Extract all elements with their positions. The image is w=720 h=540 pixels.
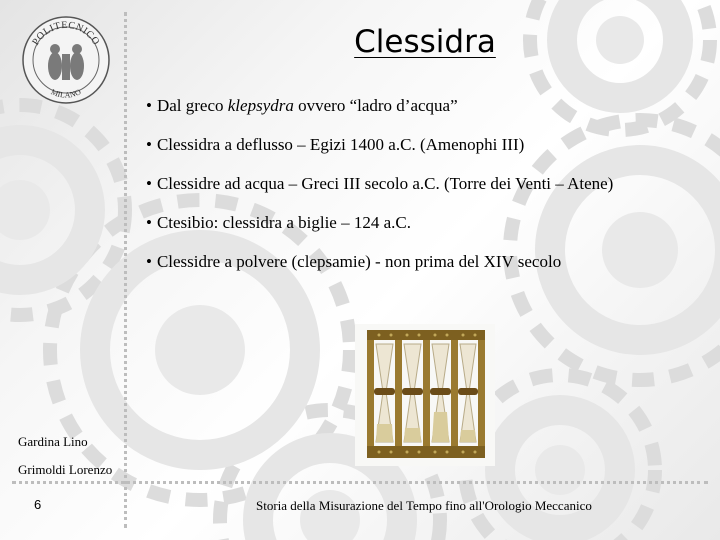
logo-text-bottom: MILANO (49, 87, 83, 100)
slide-title: Clessidra (354, 24, 496, 60)
bullet-item (146, 252, 613, 272)
author-name: Grimoldi Lorenzo (18, 462, 113, 477)
bullet-text-end: ovvero “ladro d’acqua” (293, 96, 458, 115)
bullet-text: Dal greco (156, 96, 228, 115)
bullet-text: Clessidre ad acqua – Greci III secolo a.C. (Torre dei Venti – Atene) (156, 174, 614, 193)
bullet-italic-term: klepsydra (227, 96, 294, 115)
vertical-divider (124, 12, 127, 528)
horizontal-divider (12, 481, 708, 484)
authors (18, 428, 112, 484)
bullet-text: Clessidra a deflusso – Egizi 1400 a.C. (Amenophi III) (156, 135, 525, 154)
bullet-text: Ctesibio: clessidra a biglie – 124 a.C. (156, 213, 411, 232)
logo-text-top: POLITECNICO (30, 19, 102, 48)
bullet-text: Clessidre a polvere (clepsamie) - non prima del XIV secolo (156, 252, 562, 271)
hourglasses-image (355, 324, 495, 466)
politecnico-seal-logo (20, 14, 112, 110)
author-name: Gardina Lino (18, 434, 88, 449)
bullet-item (146, 213, 613, 233)
bullet-item (146, 96, 613, 116)
page-number: 6 (34, 497, 42, 512)
footer-text: Storia della Misurazione del Tempo fino all'Orologio Meccanico (256, 498, 592, 513)
bullet-list (146, 96, 613, 291)
bullet-item (146, 135, 613, 155)
bullet-item (146, 174, 613, 194)
